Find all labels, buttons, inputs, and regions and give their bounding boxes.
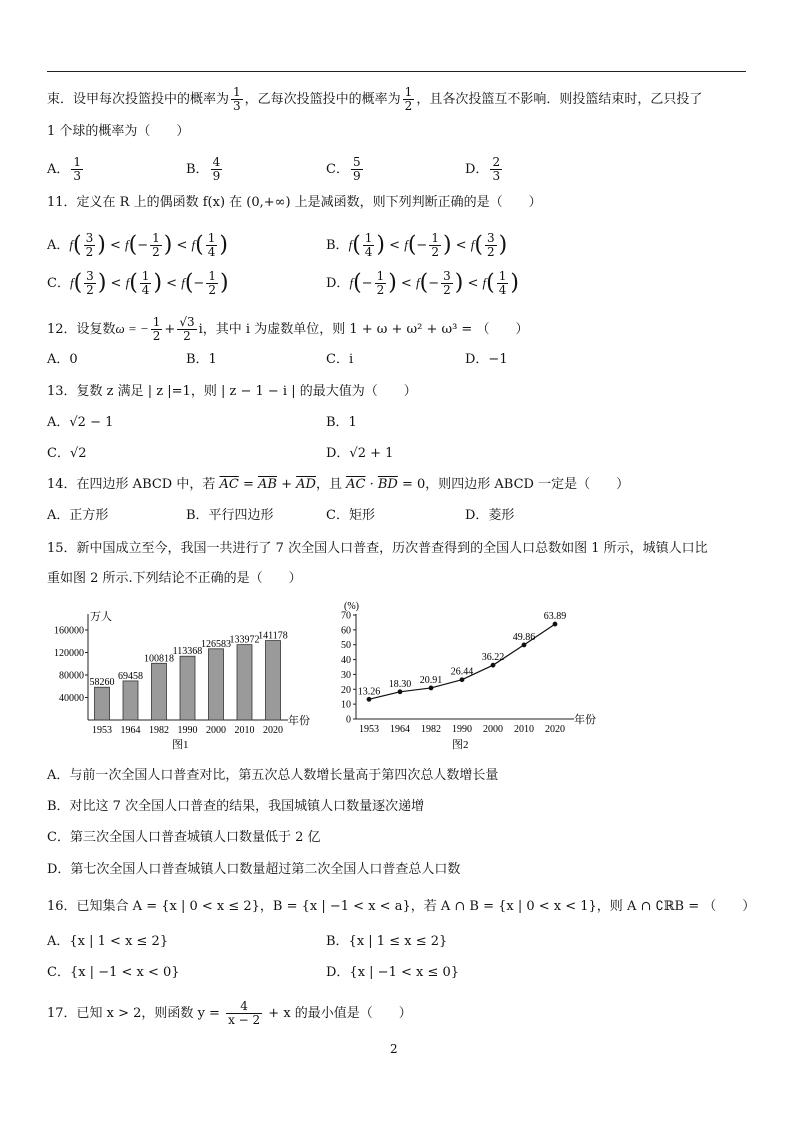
q11-option-d[interactable]	[326, 270, 519, 297]
q10-text-a: 束．设甲每次投篮投中的概率为	[47, 92, 230, 107]
chart1-title: 图1	[172, 739, 189, 751]
frac-num: 1	[152, 231, 160, 245]
fraction	[140, 270, 152, 297]
q14-text-c: = 0，则四边形 ABCD 一定是（ ）	[397, 477, 630, 492]
data-point	[553, 622, 558, 627]
q15-option-c[interactable]: C．第三次全国人口普查城镇人口数量低于 2 亿	[47, 830, 321, 845]
option-label: A．	[47, 162, 70, 177]
chart2-ylabel: (%)	[344, 601, 359, 612]
option-label: B．	[186, 162, 209, 177]
q10-option-c[interactable]	[326, 156, 365, 183]
q15-stem-line1: 15．新中国成立至今，我国一共进行了 7 次全国人口普查，历次普查得到的全国人口总数如图 1 所示，城镇人口比	[47, 541, 708, 556]
q13-stem: 13．复数 z 满足 | z |=1，则 | z − 1 − i | 的最大值为（ ）	[47, 384, 417, 399]
frac-num: 5	[352, 155, 361, 169]
urban-ratio-line-chart	[330, 598, 610, 752]
y-tick-label: 30	[341, 669, 351, 681]
less-than: <	[463, 276, 483, 291]
q10-option-b[interactable]	[186, 156, 224, 183]
chart2-title: 图2	[452, 739, 469, 751]
frac-den: 2	[376, 283, 385, 297]
q11-option-c[interactable]	[47, 270, 229, 297]
less-than: <	[106, 276, 126, 291]
y-tick-label: 120000	[54, 648, 84, 659]
frac-den: x − 2	[228, 1013, 261, 1027]
option-label: D．	[326, 276, 350, 291]
vector-ad: $\overline{AD}$	[296, 477, 316, 492]
q13-option-d[interactable]: D．√2 + 1	[326, 446, 394, 461]
q14-text-b: ，且	[315, 477, 347, 492]
frac-den: 2	[431, 245, 439, 259]
q14-option-b[interactable]: B．平行四边形	[186, 508, 274, 523]
bar	[180, 656, 195, 720]
bar	[266, 641, 281, 720]
bar-value-label: 100818	[144, 653, 174, 665]
q10-text-b: ，乙每次投篮投中的概率为	[244, 92, 401, 107]
less-than: <	[172, 238, 192, 253]
paren-open: (	[474, 232, 483, 258]
q12-text-b: i，其中 i 为虚数单位，则 1 + ω + ω² + ω³ = （ ）	[198, 322, 529, 337]
q10-text-line2: 1 个球的概率为（ ）	[47, 124, 190, 139]
vector-bd: $\overline{BD}$	[377, 477, 398, 492]
q12-option-d[interactable]: D．−1	[465, 352, 508, 367]
q10-text-c: ，且各次投篮互不影响．则投篮结束时，乙只投了	[416, 92, 703, 107]
option-label: B．	[326, 238, 349, 253]
frac-den: 2	[152, 245, 160, 259]
x-tick-label: 1990	[177, 725, 198, 736]
x-tick-label: 2010	[514, 724, 534, 735]
q14-eq: =	[238, 477, 259, 492]
y-tick-label: 70	[341, 610, 351, 622]
function-f: f	[348, 237, 353, 252]
fraction	[150, 232, 162, 259]
data-point	[522, 643, 527, 648]
frac-num: 1	[208, 269, 216, 283]
bar-value-label: 126583	[201, 638, 231, 650]
frac-num: 1	[404, 85, 413, 99]
frac-den: 9	[212, 169, 221, 183]
q14-option-c[interactable]: C．矩形	[326, 508, 375, 523]
fraction	[206, 232, 218, 259]
data-label: 26.44	[450, 666, 474, 678]
frac-num: 1	[207, 231, 216, 245]
y-tick-label: 0	[346, 714, 351, 726]
x-tick-label: 1953	[92, 725, 112, 736]
data-label: 36.22	[481, 652, 505, 664]
q14-option-d[interactable]: D．菱形	[465, 508, 515, 523]
x-tick-label: 1990	[452, 724, 472, 735]
q10-option-d[interactable]	[465, 156, 504, 183]
option-label: D．	[465, 162, 489, 177]
paren-open: (	[353, 270, 362, 296]
q10-frac-b	[403, 86, 415, 113]
paren-open: (	[407, 232, 417, 258]
paren-close: )	[454, 270, 464, 296]
frac-num: 3	[85, 231, 94, 245]
frac-num: 1	[431, 231, 439, 245]
x-tick-label: 1982	[149, 725, 169, 736]
function-f: f	[349, 275, 354, 290]
q11-option-a[interactable]	[47, 232, 228, 259]
option-label: C．	[326, 162, 349, 177]
fraction	[429, 232, 441, 259]
frac-num: 1	[233, 85, 241, 99]
frac-den: 2	[486, 245, 495, 259]
frac-num: 1	[152, 315, 161, 329]
q10-text-line1	[47, 86, 702, 113]
q10-frac-a	[231, 86, 243, 113]
vector-ac-2: $\overline{AC}$	[346, 477, 366, 492]
bar-value-label: 69458	[118, 670, 143, 682]
q12-option-c[interactable]: C．i	[326, 352, 354, 367]
data-label: 49.86	[512, 631, 536, 643]
x-tick-label: 1982	[421, 724, 441, 735]
q15-option-b[interactable]: B．对比这 7 次全国人口普查的结果，我国城镇人口数量逐次递增	[47, 799, 425, 814]
minus-sign: −	[361, 276, 373, 291]
header-rule	[47, 71, 746, 72]
y-tick-label: 40000	[59, 693, 84, 704]
paren-open: (	[73, 232, 82, 258]
q17-text-a: 17．已知 x > 2，则函数 y =	[47, 1006, 225, 1021]
q14-text-a: 14．在四边形 ABCD 中，若	[47, 477, 220, 492]
paren-close: )	[97, 232, 106, 258]
q12-omega: ω = −	[115, 321, 149, 336]
option-label: C．	[47, 276, 70, 291]
function-f: f	[191, 237, 196, 252]
less-than: <	[385, 238, 405, 253]
y-tick-label: 80000	[59, 670, 84, 682]
q16-stem: 16．已知集合 A = {x | 0 < x ≤ 2}，B = {x | −1 < x < a}，若 A ∩ B = {x | 0 < x < 1}，则 A ∩ ∁ℝB = （ ）	[47, 899, 756, 914]
q14-option-a[interactable]: A．正方形	[47, 508, 109, 523]
q17-text-b: + x 的最小值是（ ）	[264, 1006, 412, 1021]
less-than: <	[451, 238, 471, 253]
bar	[95, 687, 110, 720]
x-tick-label: 1953	[359, 724, 379, 735]
frac-num: 2	[492, 155, 501, 169]
paren-open: (	[486, 270, 495, 296]
fraction	[84, 270, 96, 297]
frac-den: 3	[233, 99, 241, 113]
vector-ac: $\overline{AC}$	[219, 477, 239, 492]
y-tick-label: 160000	[54, 625, 84, 637]
function-f: f	[125, 275, 130, 290]
data-label: 20.91	[419, 674, 443, 686]
paren-open: (	[419, 270, 429, 296]
y-tick-label: 60	[341, 625, 351, 637]
function-f: f	[69, 275, 74, 290]
paren-close: )	[163, 232, 173, 258]
paren-open: (	[129, 270, 138, 296]
function-f: f	[415, 275, 420, 290]
q16-option-c[interactable]: C．{x | −1 < x < 0}	[47, 965, 180, 980]
frac-den: 2	[86, 283, 94, 297]
frac-num: 1	[498, 269, 507, 283]
q12-text-a: 12．设复数	[47, 322, 116, 337]
q11-stem: 11．定义在 R 上的偶函数 f(x) 在 (0,+∞) 上是减函数，则下列判断正确的是（ ）	[47, 195, 542, 210]
q16-option-b[interactable]: B．{x | 1 ≤ x ≤ 2}	[326, 934, 448, 949]
frac-den: 3	[492, 169, 501, 183]
paren-close: )	[97, 270, 107, 296]
frac-num: 4	[212, 155, 221, 169]
data-label: 18.30	[388, 678, 412, 690]
less-than: <	[396, 276, 416, 291]
paren-open: (	[352, 232, 361, 258]
less-than: <	[105, 238, 126, 253]
q14-stem	[47, 477, 629, 493]
less-than: <	[162, 276, 182, 291]
chart1-ylabel: 万人	[90, 611, 112, 623]
function-f: f	[125, 237, 129, 252]
data-point	[398, 689, 403, 694]
bar-value-label: 58260	[89, 677, 115, 689]
data-label: 13.26	[357, 686, 381, 698]
paren-close: )	[388, 270, 397, 296]
frac-num: 1	[376, 269, 385, 283]
frac-den: 2	[443, 283, 451, 297]
x-tick-label: 2010	[234, 725, 255, 736]
frac-num: 1	[73, 155, 82, 169]
paren-close: )	[376, 232, 386, 258]
frac-den: 4	[364, 245, 373, 259]
fraction	[485, 232, 497, 259]
paren-close: )	[219, 270, 229, 296]
function-f: f	[69, 237, 74, 252]
q12-stem: 12．设复数ω = − $\frac{1}{2}$ + $\frac{√3}{2}$ i，其中 i 为虚数单位，则 1 + ω + ω² + ω³ = （ ）	[47, 315, 529, 343]
bar-value-label: 133972	[229, 634, 260, 646]
y-tick-label: 20	[341, 684, 351, 696]
y-tick-label: 40	[341, 655, 351, 667]
q16-option-a[interactable]: A．{x | 1 < x ≤ 2}	[47, 934, 169, 949]
bar	[123, 681, 138, 720]
paren-close: )	[219, 232, 228, 258]
q17-stem	[47, 1000, 412, 1027]
data-point	[429, 686, 434, 691]
q13-option-a[interactable]: A．√2 − 1	[47, 415, 114, 430]
fraction	[363, 232, 375, 259]
y-tick-label: 50	[341, 640, 351, 652]
fraction	[441, 270, 453, 297]
chart2-xlabel: 年份	[574, 714, 596, 726]
minus-sign: −	[428, 276, 440, 291]
y-tick-label: 10	[341, 699, 351, 711]
frac-den: 2	[152, 329, 161, 343]
q12-option-a[interactable]: A．0	[47, 352, 78, 367]
paren-close: )	[510, 270, 519, 296]
q12-option-b[interactable]: B．1	[186, 352, 217, 367]
function-f: f	[482, 275, 487, 290]
q10-option-a[interactable]	[47, 156, 85, 183]
data-point	[460, 677, 465, 682]
x-tick-label: 1964	[120, 725, 141, 736]
frac-den: 2	[208, 283, 216, 297]
frac-num: √3	[179, 315, 195, 329]
x-tick-label: 2000	[206, 725, 226, 736]
paren-close: )	[498, 232, 508, 258]
frac-den: 9	[352, 169, 361, 183]
x-tick-label: 2000	[483, 724, 503, 735]
data-label: 63.89	[543, 611, 567, 623]
data-point	[367, 697, 372, 702]
q15-option-a[interactable]: A．与前一次全国人口普查对比，第五次总人数增长量高于第四次总人数增长量	[47, 768, 499, 783]
data-point	[491, 663, 496, 668]
q11-option-b[interactable]	[326, 232, 507, 259]
paren-open: (	[73, 270, 83, 296]
x-tick-label: 2020	[263, 725, 283, 736]
bar	[237, 645, 252, 720]
frac-den: 4	[141, 283, 150, 297]
bar-value-label: 113368	[172, 646, 203, 658]
q15-stem-line2: 重如图 2 所示.下列结论不正确的是（ ）	[47, 571, 302, 586]
function-f: f	[470, 237, 475, 252]
frac-num: 1	[141, 269, 150, 283]
x-tick-label: 2020	[545, 724, 565, 735]
paren-close: )	[153, 270, 163, 296]
chart1-xlabel: 年份	[288, 715, 310, 727]
minus-sign: −	[193, 276, 205, 291]
frac-den: 4	[498, 283, 507, 297]
frac-num: 3	[86, 269, 94, 283]
paren-close: )	[442, 232, 452, 258]
fraction	[375, 270, 387, 297]
q13-option-c[interactable]: C．√2	[47, 446, 87, 461]
minus-sign: −	[416, 238, 428, 253]
vector-ab: $\overline{AB}$	[258, 477, 277, 492]
q14-dot: ·	[365, 477, 378, 492]
frac-num: 4	[226, 1000, 262, 1014]
function-f: f	[404, 237, 408, 252]
page-number: 2	[390, 1042, 398, 1056]
fraction	[206, 270, 218, 297]
q13-option-b[interactable]: B．1	[326, 415, 357, 430]
minus-sign: −	[137, 238, 149, 253]
population-bar-chart	[40, 600, 310, 752]
bar	[152, 663, 167, 720]
frac-den: 3	[73, 169, 82, 183]
q14-plus: +	[276, 477, 297, 492]
paren-open: (	[195, 232, 204, 258]
option-label: A．	[47, 238, 70, 253]
q16-option-d[interactable]: D．{x | −1 < x ≤ 0}	[326, 965, 460, 980]
frac-den: 2	[404, 99, 413, 113]
x-tick-label: 1964	[390, 724, 410, 735]
fraction	[497, 270, 509, 297]
frac-den: 2	[183, 329, 191, 343]
frac-num: 3	[486, 231, 495, 245]
paren-open: (	[184, 270, 194, 296]
bar	[209, 649, 224, 720]
q15-option-d[interactable]: D．第七次全国人口普查城镇人口数量超过第二次全国人口普查总人口数	[47, 862, 461, 877]
fraction	[84, 232, 96, 259]
function-f: f	[181, 275, 185, 290]
bar-value-label: 141178	[258, 630, 288, 642]
frac-den: 4	[207, 245, 216, 259]
frac-den: 2	[85, 245, 94, 259]
frac-num: 1	[364, 231, 373, 245]
frac-num: 3	[443, 269, 451, 283]
paren-open: (	[128, 232, 138, 258]
